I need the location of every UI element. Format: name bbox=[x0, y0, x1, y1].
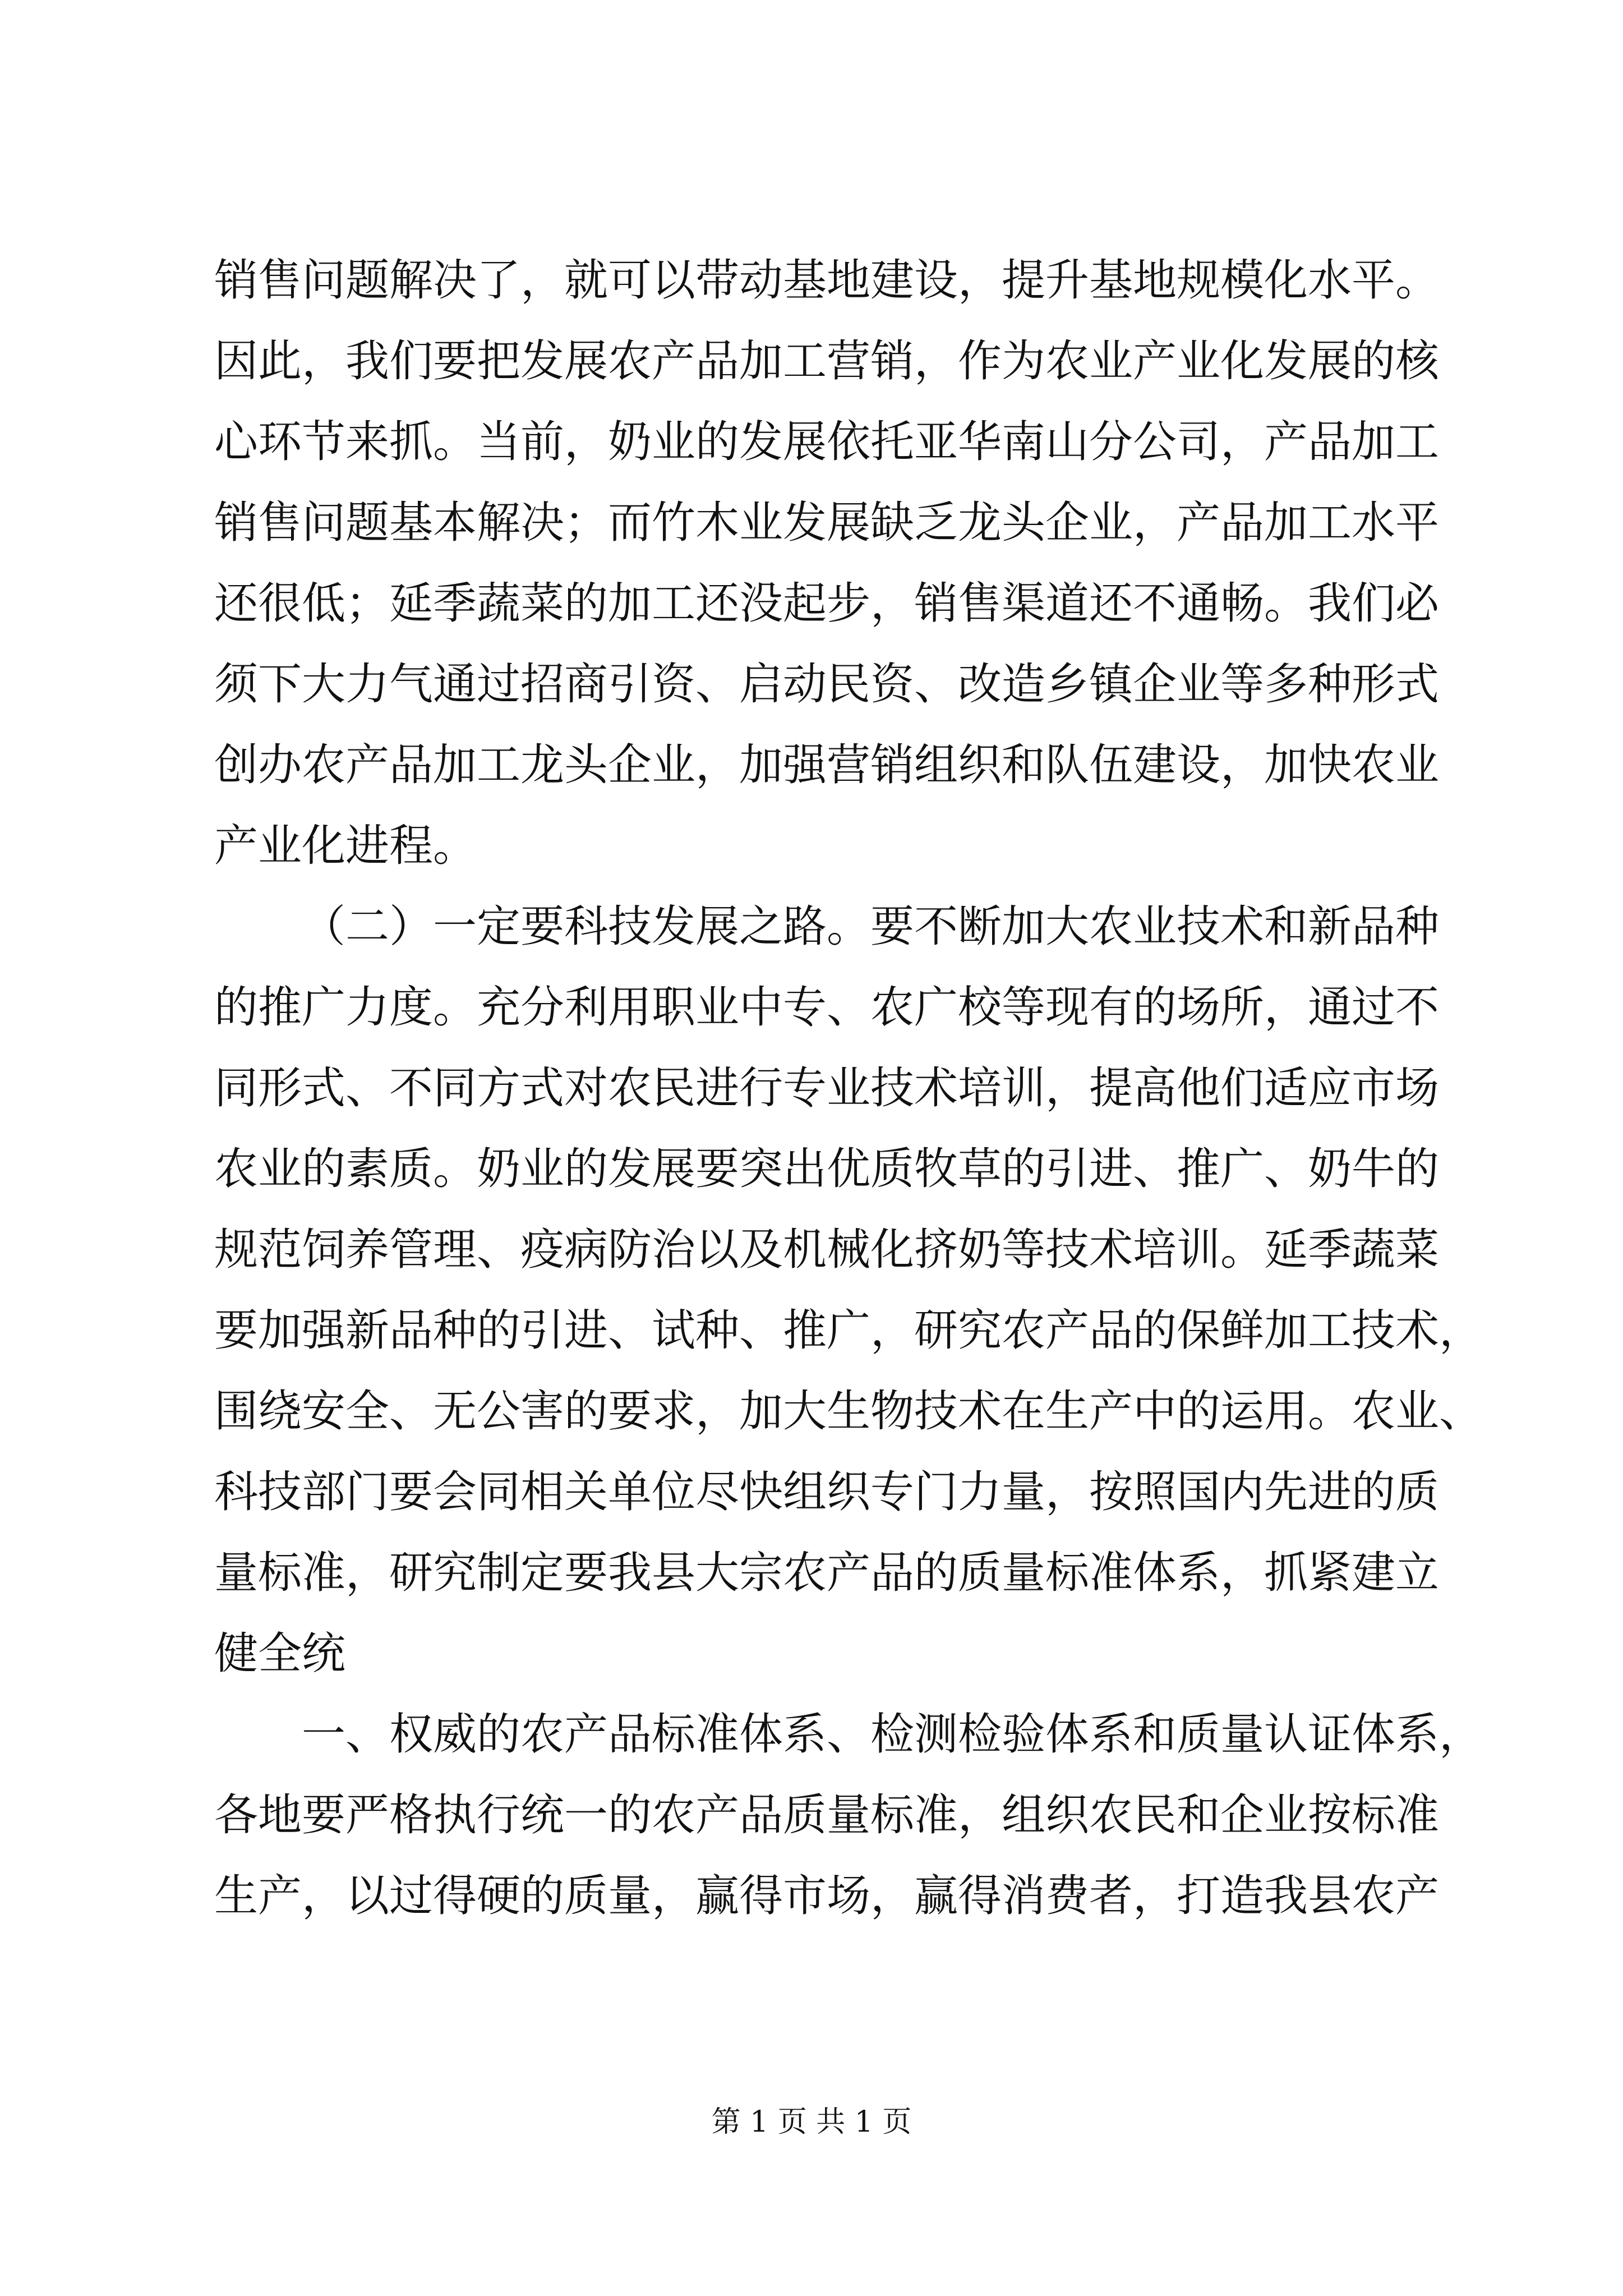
text-line: 销售问题解决了，就可以带动基地建设，提升基地规模化水平。 bbox=[214, 255, 1440, 306]
text-line: 规范饲养管理、疫病防治以及机械化挤奶等技术培训。延季蔬菜 bbox=[214, 1225, 1440, 1275]
text-line: 生产，以过得硬的质量，赢得市场，赢得消费者，打造我县农产 bbox=[214, 1871, 1440, 1921]
page-footer: 第 1 页 共 1 页 bbox=[711, 2105, 912, 2139]
text-line: 心环节来抓。当前，奶业的发展依托亚华南山分公司，产品加工 bbox=[214, 417, 1440, 467]
text-line: 量标准，研究制定要我县大宗农产品的质量标准体系，抓紧建立 bbox=[214, 1548, 1440, 1598]
text-line: 要加强新品种的引进、试种、推广，研究农产品的保鲜加工技术， bbox=[214, 1305, 1483, 1356]
text-line: 须下大力气通过招商引资、启动民资、改造乡镇企业等多种形式 bbox=[214, 659, 1440, 710]
text-line: 农业的素质。奶业的发展要突出优质牧草的引进、推广、奶牛的 bbox=[214, 1144, 1440, 1194]
text-line: 产业化进程。 bbox=[214, 821, 477, 871]
text-line: 还很低；延季蔬菜的加工还没起步，销售渠道还不通畅。我们必 bbox=[214, 578, 1440, 629]
text-line: 围绕安全、无公害的要求，加大生物技术在生产中的运用。农业、 bbox=[214, 1386, 1483, 1437]
text-line: 创办农产品加工龙头企业，加强营销组织和队伍建设，加快农业 bbox=[214, 740, 1440, 790]
text-line: 的推广力度。充分利用职业中专、农广校等现有的场所，通过不 bbox=[214, 982, 1440, 1033]
document-body bbox=[214, 240, 1483, 1936]
text-line: 科技部门要会同相关单位尽快组织专门力量，按照国内先进的质 bbox=[214, 1467, 1440, 1517]
text-line: 因此，我们要把发展农产品加工营销，作为农业产业化发展的核 bbox=[214, 336, 1440, 386]
text-line: 一、权威的农产品标准体系、检测检验体系和质量认证体系， bbox=[302, 1709, 1483, 1760]
text-line: （二）一定要科技发展之路。要不断加大农业技术和新品种 bbox=[302, 901, 1440, 952]
text-line: 同形式、不同方式对农民进行专业技术培训，提高他们适应市场 bbox=[214, 1063, 1440, 1114]
text-line: 销售问题基本解决；而竹木业发展缺乏龙头企业，产品加工水平 bbox=[214, 498, 1440, 548]
text-line: 各地要严格执行统一的农产品质量标准，组织农民和企业按标准 bbox=[214, 1790, 1440, 1841]
text-line: 健全统 bbox=[214, 1628, 346, 1679]
